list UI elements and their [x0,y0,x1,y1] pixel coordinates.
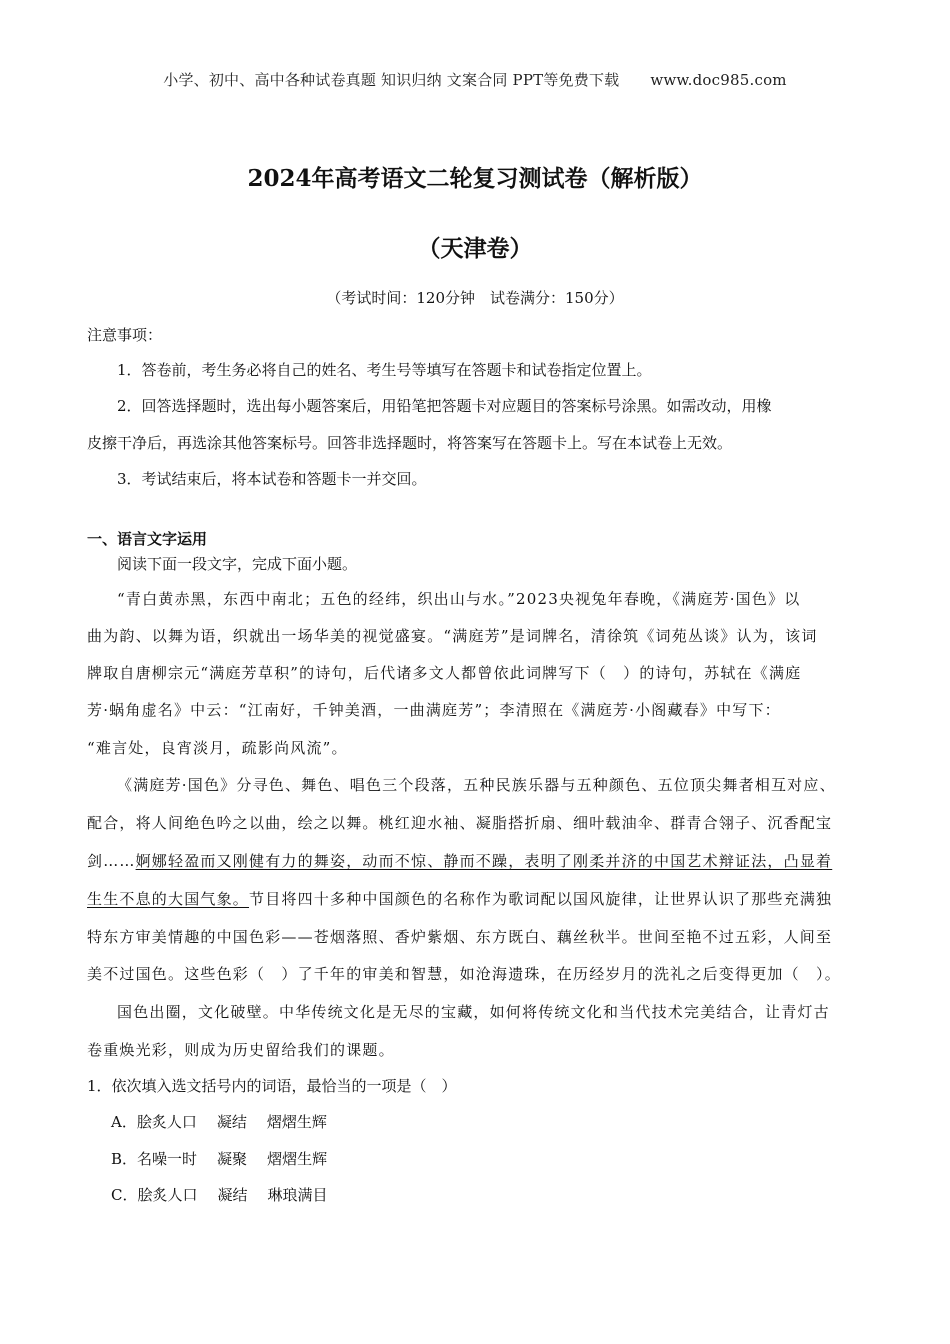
note-item: 3．考试结束后，将本试卷和答题卡一并交回。 [117,470,427,488]
option-label: C． [111,1186,138,1204]
exam-subtitle: （天津卷） [417,235,533,262]
exam-info: （考试时间：120分钟 试卷满分：150分） [326,289,624,307]
header-text: 小学、初中、高中各种试卷真题 知识归纳 文案合同 PPT等免费下载 [163,71,620,89]
note-item: 1．答卷前，考生务必将自己的姓名、考生号等填写在答题卡和试卷指定位置上。 [117,361,652,379]
passage-line [87,850,832,871]
option-a[interactable] [111,1111,327,1132]
underlined-sentence: 婀娜轻盈而又刚健有力的舞姿，动而不惊、静而不躁，表明了刚柔并济的中国艺术辩证法，凸显着 [135,852,833,870]
page-header [0,69,950,90]
passage-text: 剑…… [87,852,136,870]
exam-title: 2024年高考语文二轮复习测试卷（解析版） [247,165,703,192]
header-site-link[interactable]: www.doc985.com [650,71,787,89]
option-word: 熠熠生辉 [267,1150,328,1168]
passage-line: 牌取自唐柳宗元“满庭芳草积”的诗句，后代诸多文人都曾依此词牌写下（ ）的诗句，苏轼在《满庭 [87,664,802,682]
passage-line: “青白黄赤黑，东西中南北；五色的经纬，织出山与水。”2023央视兔年春晚，《满庭芳·国色》以 [117,590,801,608]
underlined-sentence: 生生不息的大国气象。 [87,890,250,908]
option-word: 凝结 [216,1113,247,1131]
section-instruction: 阅读下面一段文字，完成下面小题。 [117,555,358,573]
passage-line: 《满庭芳·国色》分寻色、舞色、唱色三个段落，五种民族乐器与五种颜色、五位顶尖舞者相互对应、 [117,776,836,794]
option-label: A． [111,1113,137,1131]
passage-line [87,888,832,909]
option-word: 琳琅满目 [267,1186,328,1204]
option-word: 脍炙人口 [136,1113,197,1131]
note-item: 皮擦干净后，再选涂其他答案标号。回答非选择题时，将答案写在答题卡上。写在本试卷上无效。 [87,434,733,452]
passage-line: 美不过国色。这些色彩（ ）了千年的审美和智慧，如沧海遗珠，在历经岁月的洗礼之后变得更加（ ）。 [87,965,841,983]
option-c[interactable] [111,1184,328,1205]
option-label: B． [111,1150,138,1168]
option-word: 脍炙人口 [137,1186,198,1204]
option-b[interactable] [111,1148,327,1169]
passage-line: 卷重焕光彩，则成为历史留给我们的课题。 [87,1041,395,1059]
notes-heading: 注意事项： [87,326,163,344]
passage-line: 特东方审美情趣的中国色彩——苍烟落照、香炉紫烟、东方既白、藕丝秋半。世间至艳不过五彩，人间至 [87,928,833,946]
option-word: 凝结 [217,1186,248,1204]
option-word: 熠熠生辉 [266,1113,327,1131]
passage-line: 曲为韵、以舞为语，织就出一场华美的视觉盛宴。“满庭芳”是词牌名，清徐筑《词苑丛谈》认为，该词 [87,627,818,645]
option-word: 凝聚 [217,1150,248,1168]
passage-line: 配合，将人间绝色吟之以曲，绘之以舞。桃红迎水袖、凝脂搭折扇、细叶载油伞、群青合翎子、沉香配宝 [87,814,833,832]
passage-line: 国色出圈，文化破壁。中华传统文化是无尽的宝藏，如何将传统文化和当代技术完美结合，让青灯古 [117,1003,830,1021]
passage-line: “难言处，良宵淡月，疏影尚风流”。 [87,739,348,757]
passage-text: 节目将四十多种中国颜色的名称作为歌词配以国风旋律，让世界认识了那些充满独 [249,890,833,908]
option-word: 名噪一时 [137,1150,198,1168]
question-stem: 1．依次填入选文括号内的词语，最恰当的一项是（ ） [87,1077,457,1095]
passage-line: 芳·蜗角虚名》中云：“江南好，千钟美酒，一曲满庭芳”；李清照在《满庭芳·小阁藏春》中写下： [87,701,781,719]
section-heading: 一、语言文字运用 [87,530,208,548]
note-item: 2．回答选择题时，选出每小题答案后，用铅笔把答题卡对应题目的答案标号涂黑。如需改动，用橡 [117,397,772,415]
